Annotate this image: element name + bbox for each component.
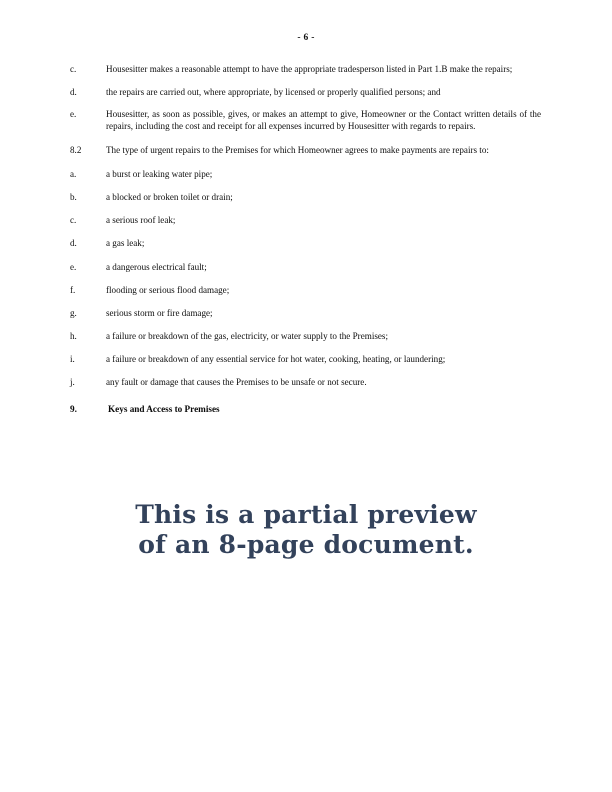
list-item-marker: c. — [70, 215, 77, 226]
list-item-marker: g. — [70, 307, 77, 318]
page-number: - 6 - — [297, 33, 315, 43]
continued-clause-list — [70, 64, 541, 132]
list-item — [70, 308, 541, 320]
section-heading-9 — [70, 403, 541, 415]
list-item-text: serious storm or fire damage; — [106, 307, 213, 318]
list-item-marker: b. — [70, 192, 77, 203]
list-item-text: a burst or leaking water pipe; — [106, 169, 213, 180]
preview-notice-line-2: of an 8-page document. — [138, 530, 474, 559]
list-item-text: a serious roof leak; — [106, 215, 176, 226]
list-item-text: a failure or breakdown of any essential service for hot water, cooking, heating, or laundering; — [106, 353, 446, 364]
list-item — [70, 169, 541, 181]
list-item — [70, 331, 541, 343]
section-number: 9. — [70, 403, 77, 414]
list-item-text: the repairs are carried out, where appropriate, by licensed or properly qualified persons; and — [106, 86, 441, 97]
clause-text: The type of urgent repairs to the Premises for which Homeowner agrees to make payments are repairs to: — [106, 145, 489, 156]
list-item — [70, 285, 541, 297]
list-item — [70, 262, 541, 274]
list-item-marker: h. — [70, 330, 77, 341]
list-item — [70, 377, 541, 389]
clause-number: 8.2 — [70, 145, 82, 156]
list-item-marker: d. — [70, 238, 77, 249]
list-item — [70, 215, 541, 227]
list-item-marker: i. — [70, 353, 75, 364]
list-item-marker: a. — [70, 169, 77, 180]
list-item — [70, 238, 541, 250]
preview-notice-line-1: This is a partial preview — [135, 500, 477, 529]
list-item-marker: e. — [70, 109, 77, 120]
urgent-repairs-list — [70, 169, 541, 388]
list-item — [70, 109, 541, 132]
list-item-text: Housesitter makes a reasonable attempt to have the appropriate tradesperson listed in Part 1.B make the repairs; — [106, 64, 513, 74]
list-item-text: flooding or serious flood damage; — [106, 284, 230, 295]
list-item-marker: f. — [70, 284, 76, 295]
list-item-text: any fault or damage that causes the Premises to be unsafe or not secure. — [106, 377, 367, 388]
list-item — [70, 354, 541, 366]
document-body — [70, 64, 541, 415]
list-item-marker: c. — [70, 64, 77, 74]
list-item — [70, 192, 541, 204]
list-item-text: a blocked or broken toilet or drain; — [106, 192, 233, 203]
clause-8-2 — [70, 145, 541, 157]
list-item-text: a gas leak; — [106, 238, 145, 249]
list-item-marker: e. — [70, 261, 77, 272]
list-item-marker: d. — [70, 86, 77, 97]
list-item-marker: j. — [70, 377, 75, 388]
list-item-text: Housesitter, as soon as possible, gives, or makes an attempt to give, Homeowner or the Contact written details of the repairs, including the cost and receipt for all expenses incurred by Housesitter with regards to repairs. — [106, 109, 541, 131]
list-item — [70, 87, 541, 99]
section-title: Keys and Access to Premises — [108, 403, 220, 414]
list-item — [70, 64, 541, 76]
partial-preview-notice — [0, 500, 612, 560]
list-item-text: a dangerous electrical fault; — [106, 261, 207, 272]
list-item-text: a failure or breakdown of the gas, electricity, or water supply to the Premises; — [106, 330, 388, 341]
